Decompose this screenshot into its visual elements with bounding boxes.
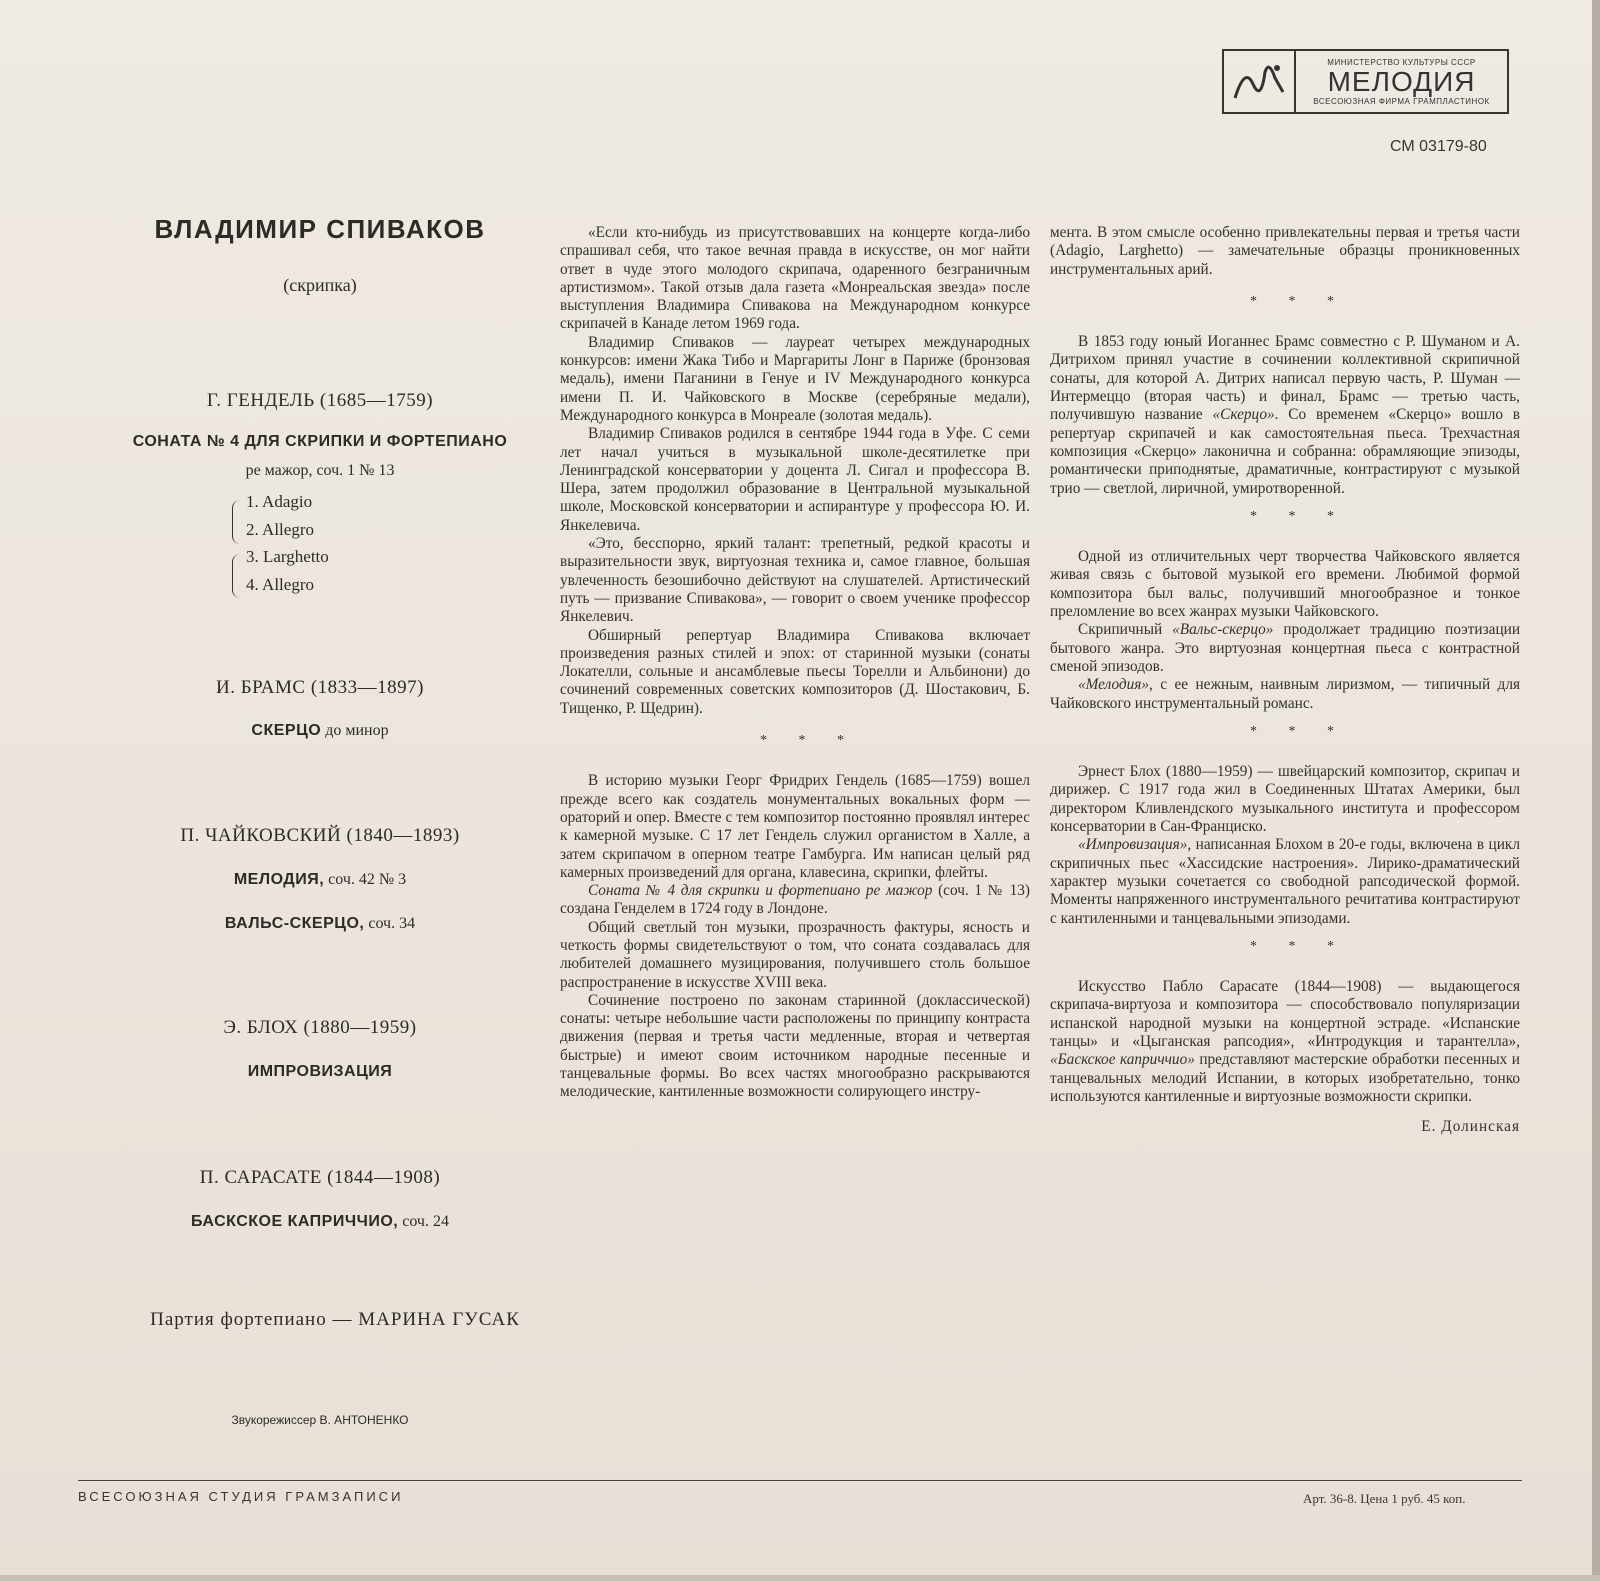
catalog-number: СМ 03179-80 [1390,138,1487,155]
artist-name: ВЛАДИМИР СПИВАКОВ [154,214,486,244]
work-detail: соч. 34 [364,915,416,932]
italic-title: «Скерцо» [1212,406,1275,424]
logo-company: ВСЕСОЮЗНАЯ ФИРМА ГРАМПЛАСТИНОК [1313,96,1490,106]
italic-title: «Мелодия» [1078,676,1150,694]
paragraph: Владимир Спиваков родился в сентябре 1944 года в Уфе. С семи лет начал учиться в музыкальной школе-десятилетке при Ленинградской консерватории у доцента Л. Сигал и профессора В. Шера, затем продолжил образование в Центральной музыкальной школе, Московской консерватории и аспирантуре у профессора Ю. И. Янкелевича. [560,425,1030,534]
work-tchaikovsky-melody [70,871,570,889]
melodiya-logo [1222,49,1509,114]
work-title: СОНАТА № 4 ДЛЯ СКРИПКИ И ФОРТЕПИАНО [132,433,508,450]
author-signature: Е. Долинская [1421,1118,1520,1136]
sleeve-edge-bottom [0,1575,1600,1581]
paragraph [1050,621,1520,676]
paragraph-text: представляют мастерские обработки песенных и танцевальных мелодий Испании, в которых изобретательно, тонко используются кантиленные и виртуозные возможности скрипки. [1050,1051,1520,1105]
work-sarasate-capriccio [70,1213,570,1231]
work-brahms-scherzo [70,722,570,740]
composer-sarasate: П. САРАСАТЕ (1844—1908) [199,1167,441,1188]
paragraph-text: продолжает традицию поэтизации бытового жанра. Это виртуозная концертная пьеса с контрастной сменой эпизодов. [1050,621,1521,675]
liner-notes-column-3 [1050,224,1520,1136]
movement-item: 4. Allegro [246,574,314,594]
composer-tchaikovsky: П. ЧАЙКОВСКИЙ (1840—1893) [180,825,460,846]
logo-brand-name: МЕЛОДИЯ [1327,65,1476,97]
paragraph [1050,978,1520,1106]
paragraph: Одной из отличительных черт творчества Чайковского является живая связь с бытовой музыкой его времени. Любимой формой композитора был вальс, получивший многообразное и тонкое преломление во всех жанрах музыки Чайковского. [1050,548,1520,621]
work-detail: до минор [321,722,389,739]
section-divider: * * * [760,733,858,749]
paragraph: мента. В этом смысле особенно привлекательны первая и третья части (Adagio, Larghetto) — замечательные образцы проникновенных инструментальных арий. [1050,224,1520,278]
paragraph [1050,333,1520,498]
composer-handel: Г. ГЕНДЕЛЬ (1685—1759) [206,390,434,411]
pianist-credit [85,1309,585,1331]
work-tchaikovsky-waltz [70,915,570,933]
work-title: СКЕРЦО [251,722,322,739]
paragraph: В историю музыки Георг Фридрих Гендель (1685—1759) вошел прежде всего как создатель монументальных вокальных форм — ораторий и опер. Вместе с тем композитор постоянно проявлял интерес к камерной музыке. С 17 лет Гендель служил органистом в Халле, а затем скрипачом в оперном театре Гамбурга. Им написан целый ряд камерных произведений для органа, клавесина, скрипки, флейты. [560,772,1030,881]
work-title: ВАЛЬС-СКЕРЦО, [224,915,365,932]
italic-title: «Баскское каприччио» [1050,1051,1195,1069]
section-divider: * * * [1250,938,1348,954]
paragraph: «Если кто-нибудь из присутствовавших на концерте когда-либо спрашивал себя, что такое вечная правда в искусстве, он мог найти ответ в чуде этого молодого скрипача, одаренного безграничным артистизмом». Такой отзыв дала газета «Монреальская звезда» после выступления Владимира Спивакова на Международном конкурсе скрипачей в Канаде летом 1969 года. [560,224,1030,333]
movement-item: 3. Larghetto [246,547,329,566]
composer-bloch: Э. БЛОХ (1880—1959) [223,1017,417,1038]
italic-title: Соната № 4 для скрипки и фортепиано ре мажор [588,882,933,900]
logo-text [1296,51,1507,112]
work-title: МЕЛОДИЯ, [233,871,325,888]
pianist-prefix: Партия фортепиано — [150,1309,359,1330]
paragraph: Обширный репертуар Владимира Спивакова включает произведения разных стилей и эпох: от старинной музыки (сонаты Локателли, сольные и ансамблевые пьесы Торелли и Альбинони) до сочинений современных советских композиторов (Д. Шостакович, Б. Тищенко, Р. Щедрин). [560,626,1030,717]
melodiya-emblem-icon [1224,51,1296,112]
movement-item: 1. Adagio [246,492,313,511]
paragraph-text: Скрипичный [1078,621,1173,639]
paragraph-text: , написанная Блохом в 20-е годы, включена в цикл скрипичных пьес «Хассидские настроения». Лирико-драматический характер музыки сочетается со свободной рапсодической формой. Моменты напряженного инструментального речитатива контрастируют с кантиленными и танцевальными эпизодами. [1050,836,1520,927]
section-divider: * * * [1250,723,1348,739]
work-bloch-improvisation [70,1063,570,1081]
movement-item: 2. Allegro [246,519,314,539]
italic-title: «Импровизация» [1078,836,1188,854]
paragraph: «Это, бесспорно, яркий талант: трепетный, редкой красоты и выразительности звук, виртуозная техника и, самое главное, большая увлеченность безошибочно действуют на слушателей. Артистический путь — призвание Спивакова», — говорит о своем ученике профессор Янкелевич. [560,535,1030,626]
paragraph: Владимир Спиваков — лауреат четырех международных конкурсов: имени Жака Тибо и Маргариты Лонг в Париже (бронзовая медаль), имени Паганини в Генуе и IV Международного конкурса имени П. И. Чайковского в Москве (серебряные медали), Международного конкурса в Монреале (золотая медаль). [560,333,1030,424]
price-label: Арт. 36-8. Цена 1 руб. 45 коп. [1303,1491,1466,1506]
section-divider: * * * [1250,508,1348,524]
liner-notes-column-2 [560,224,1030,1102]
italic-title: «Вальс-скерцо» [1172,621,1274,639]
paragraph: Сочинение построено по законам старинной (доклассической) сонаты: четыре небольшие части расположены по принципу контраста движения (первая и третья части медленные, вторая и четвертая быстрые) и имеют своим источником народные песенные и танцевальные формы. Во всех частях многообразно раскрываются мелодические, кантиленные возможности солирующего инстру- [560,991,1030,1101]
work-detail: соч. 24 [398,1213,449,1230]
work-title: ИМПРОВИЗАЦИЯ [247,1063,393,1080]
engineer-credit: Звукорежиссер В. АНТОНЕНКО [231,1413,409,1427]
sleeve-edge [1592,0,1600,1581]
paragraph [1050,676,1520,713]
work-detail: соч. 42 № 3 [324,871,407,888]
paragraph: Общий светлый тон музыки, прозрачность фактуры, ясность и четкость формы свидетельствуют о том, что соната создавалась для любителей домашнего музицирования, получившего столь большое распространение в искусстве XVIII века. [560,918,1030,991]
paragraph-text: , с ее нежным, наивным лиризмом, — типичный для Чайковского инструментальный романс. [1050,676,1520,712]
paragraph-text: (соч. 1 № 13) создана Генделем в 1724 году в Лондоне. [560,882,1030,918]
paragraph [1050,836,1520,927]
paragraph-text: Искусство Пабло Сарасате (1844—1908) — выдающегося скрипача-виртуоза и композитора — способствовало популяризации испанской народной музыки на концертной эстраде. «Испанские танцы» и «Цыганская рапсодия», «Интродукция и тарантелла», [1050,978,1520,1050]
paragraph [560,882,1030,919]
movement-list [230,492,329,602]
work-title: БАСКСКОЕ КАПРИЧЧИО, [191,1213,399,1230]
pianist-name: МАРИНА ГУСАК [358,1309,520,1330]
logo-ministry: МИНИСТЕРСТВО КУЛЬТУРЫ СССР [1327,57,1476,67]
paragraph-text: В 1853 году юный Иоганнес Брамс совместно с Р. Шуманом и А. Дитрихом принял участие в сочинении коллективной скрипичной сонаты, для которой А. Дитрих написал первую часть, Р. Шуман — Интермеццо (вторая часть) и финал, Брамс — третью часть, получившую название [1050,333,1520,424]
footer-divider [78,1480,1522,1481]
artist-instrument: (скрипка) [283,275,357,295]
paragraph-text: . Со временем «Скерцо» вошло в репертуар скрипачей и как самостоятельная пьеса. Трехчастная композиция «Скерцо» лаконична и собранна: обрамляющие эпизоды, романтически приподнятые, драматичные, контрастируют с музыкой трио — светлой, лиричной, умиротворенной. [1050,406,1520,497]
composer-brahms: И. БРАМС (1833—1897) [216,677,424,698]
work-handel-key: ре мажор, соч. 1 № 13 [245,462,395,479]
studio-name: ВСЕСОЮЗНАЯ СТУДИЯ ГРАМЗАПИСИ [78,1489,404,1504]
section-divider: * * * [1250,293,1348,309]
work-handel-sonata [70,433,570,451]
paragraph: Эрнест Блох (1880—1959) — швейцарский композитор, скрипач и дирижер. С 1917 года жил в Соединенных Штатах Америки, был директором Кливлендского музыкального института и профессором консерватории в Сан-Франциско. [1050,763,1520,836]
